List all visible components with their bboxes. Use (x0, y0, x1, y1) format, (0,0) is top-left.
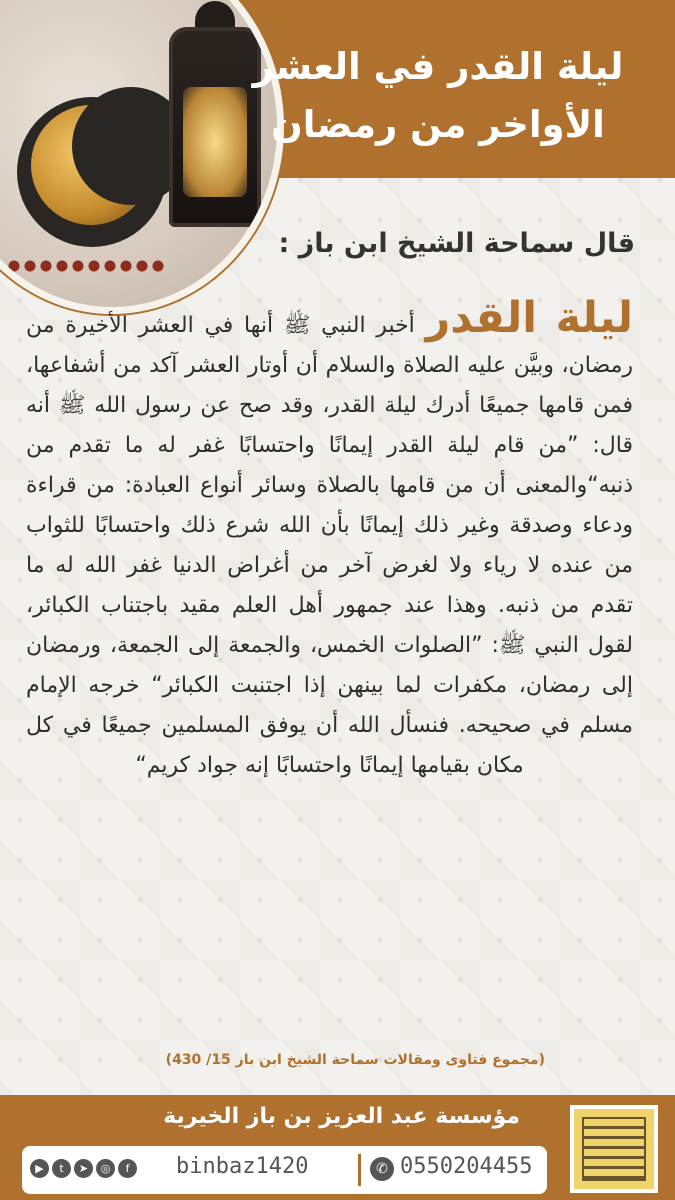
logo-calligraphy (582, 1117, 646, 1181)
whatsapp-icon[interactable]: ✆ (370, 1157, 394, 1181)
page-title (223, 38, 653, 154)
telegram-icon[interactable]: ➤ (74, 1159, 93, 1178)
article-body (26, 293, 633, 786)
contact-bar (22, 1146, 547, 1194)
social-icons (30, 1159, 137, 1181)
instagram-icon[interactable]: ◎ (96, 1159, 115, 1178)
social-handle[interactable]: binbaz1420 (176, 1154, 309, 1179)
prayer-beads (7, 259, 167, 273)
title-line-2: الأواخر من رمضان (271, 103, 605, 146)
phone-number[interactable]: 0550204455 (400, 1154, 533, 1179)
facebook-icon[interactable]: f (118, 1159, 137, 1178)
contact-divider (358, 1154, 361, 1186)
speaker-heading: قال سماحة الشيخ ابن باز : (278, 228, 635, 259)
organization-name: مؤسسة عبد العزيز بن باز الخيرية (163, 1104, 520, 1129)
article-lead: ليلة القدر (425, 293, 633, 343)
twitter-icon[interactable]: t (52, 1159, 71, 1178)
youtube-icon[interactable]: ▶ (30, 1159, 49, 1178)
organization-logo (570, 1105, 658, 1193)
title-line-1: ليلة القدر في العشر (252, 45, 624, 88)
article-text: أخبر النبي ﷺ أنها في العشر الأخيرة من رمضان، وبيَّن عليه الصلاة والسلام أن أوتار العشر آكد من أشفاعها، فمن قامها جميعًا أدرك ليلة القدر، وقد صح عن رسول الله ﷺ أنه قال: ”من قام ليلة القدر إيمانًا واحتسابًا غفر له ما تقدم من ذنبه“والمعنى أن من قامها بالصلاة وسائر أنواع العبادة: من قراءة ودعاء وصدقة وغير ذلك إيمانًا بأن الله شرع ذلك واحتسابًا للثواب من عنده لا رياء ولا لغرض آخر من أغراض الدنيا غفر الله له ما تقدم من ذنبه. وهذا عند جمهور أهل العلم مقيد باجتناب الكبائر، لقول النبي ﷺ: ”الصلوات الخمس، والجمعة إلى الجمعة، ورمضان إلى رمضان، مكفرات لما بينهن إذا اجتنبت الكبائر“ خرجه الإمام مسلم في صحيحه. فنسأل الله أن يوفق المسلمين جميعًا في كل مكان بقيامها إيمانًا واحتسابًا إنه جواد كريم“ (26, 313, 633, 778)
source-citation: (مجموع فتاوى ومقالات سماحة الشيخ ابن باز 15/ 430) (165, 1052, 545, 1068)
